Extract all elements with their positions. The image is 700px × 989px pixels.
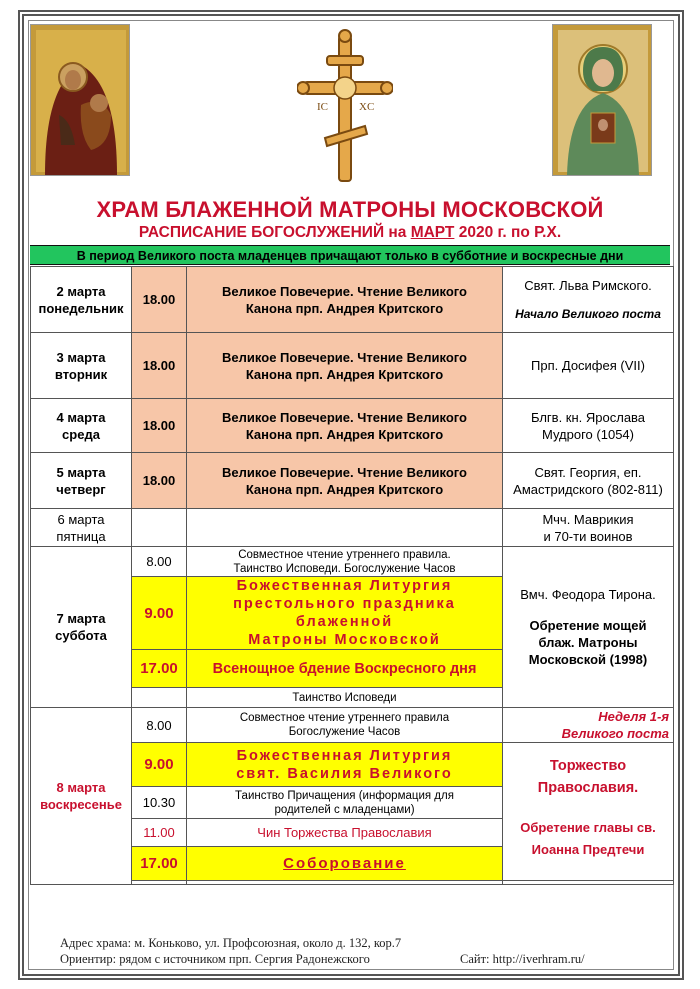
time-cell: 18.00 (132, 453, 187, 509)
service-cell: Великое Повечерие. Чтение Великого Канона прп. Андрея Критского (187, 333, 503, 399)
saint-cell: Торжество Православия. Обретение главы св. Иоанна Предтечи (503, 743, 674, 881)
service-cell: Великое Повечерие. Чтение Великого Канона прп. Андрея Критского (187, 453, 503, 509)
table-row (31, 708, 674, 743)
table-row (31, 453, 674, 509)
day-cell: 7 марта суббота (31, 547, 132, 708)
service-cell: Всенощное бдение Воскресного дня (187, 650, 503, 688)
time-cell: 8.00 (132, 547, 187, 577)
time-cell: 18.00 (132, 267, 187, 333)
footer (60, 935, 670, 967)
footer-landmark: Ориентир: рядом с источником прп. Сергия Радонежского (60, 952, 370, 966)
service-cell: Божественная Литургия престольного праздника блаженной Матроны Московской (187, 577, 503, 650)
day-cell: 4 марта среда (31, 399, 132, 453)
page-subtitle: РАСПИСАНИЕ БОГОСЛУЖЕНИЙ на МАРТ 2020 г. по Р.Х. (138, 224, 562, 241)
saint-cell: Свят. Льва Римского. Начало Великого поста (503, 267, 674, 333)
table-row (31, 509, 674, 547)
day-cell: 2 марта понедельник (31, 267, 132, 333)
subtitle-month: МАРТ (410, 224, 455, 241)
saint-cell: Блгв. кн. Ярослава Мудрого (1054) (503, 399, 674, 453)
lent-notice: В период Великого поста младенцев причащают только в субботние и воскресные дни (30, 245, 670, 265)
time-cell: 8.00 (132, 708, 187, 743)
saint-cell: Прп. Досифея (VII) (503, 333, 674, 399)
day-cell: 5 марта четверг (31, 453, 132, 509)
day-cell: 3 марта вторник (31, 333, 132, 399)
time-cell: 9.00 (132, 577, 187, 650)
time-cell: 9.00 (132, 743, 187, 787)
saint-cell: Мчч. Маврикия и 70-ти воинов (503, 509, 674, 547)
table-row (31, 547, 674, 577)
service-cell: Великое Повечерие. Чтение Великого Канона прп. Андрея Критского (187, 267, 503, 333)
day-cell: 6 марта пятница (31, 509, 132, 547)
service-cell: Чин Торжества Православия (187, 819, 503, 847)
saint-note: Обретение мощей блаж. Матроны Московской (1998) (528, 618, 648, 667)
svg-text:XC: XC (359, 101, 375, 113)
time-cell: 18.00 (132, 333, 187, 399)
saint-cell: Вмч. Феодора Тирона. Обретение мощей блаж. Матроны Московской (1998) (503, 547, 674, 708)
service-cell: Совместное чтение утреннего правила. Таинство Исповеди. Богослужение Часов (187, 547, 503, 577)
schedule-table (30, 266, 674, 885)
time-cell: 17.00 (132, 650, 187, 688)
footer-address: Адрес храма: м. Коньково, ул. Профсоюзная, около д. 132, кор.7 (60, 936, 402, 950)
time-cell: 11.00 (132, 819, 187, 847)
saint-matrona-icon (552, 24, 652, 176)
footer-site-link[interactable]: Сайт: http://iverhram.ru/ (460, 952, 585, 966)
saint-note: Неделя 1-я Великого поста (503, 708, 674, 743)
service-cell: Божественная Литургия свят. Василия Великого (187, 743, 503, 787)
saint-note: Начало Великого поста (515, 306, 661, 321)
time-cell: 17.00 (132, 847, 187, 881)
service-cell: Великое Повечерие. Чтение Великого Канона прп. Андрея Критского (187, 399, 503, 453)
time-cell: 18.00 (132, 399, 187, 453)
time-cell (132, 509, 187, 547)
table-row (31, 399, 674, 453)
table-row (31, 333, 674, 399)
time-cell (132, 688, 187, 708)
time-cell: 10.30 (132, 787, 187, 819)
service-cell: Таинство Исповеди (187, 688, 503, 708)
service-cell: Совместное чтение утреннего правила Богослужение Часов (187, 708, 503, 743)
theotokos-icon (30, 24, 130, 176)
table-row (31, 267, 674, 333)
page-title: ХРАМ БЛАЖЕННОЙ МАТРОНЫ МОСКОВСКОЙ (96, 197, 604, 222)
day-cell: 8 марта воскресенье (31, 708, 132, 885)
service-cell: Соборование (187, 847, 503, 881)
svg-text:IC: IC (317, 101, 328, 113)
saint-cell: Свят. Георгия, еп. Амастридского (802-811) (503, 453, 674, 509)
service-cell (187, 509, 503, 547)
service-cell: Таинство Причащения (информация для родителей с младенцами) (187, 787, 503, 819)
saint-note: Обретение главы св. Иоанна Предтечи (520, 820, 656, 857)
orthodox-cross-icon (297, 26, 393, 186)
